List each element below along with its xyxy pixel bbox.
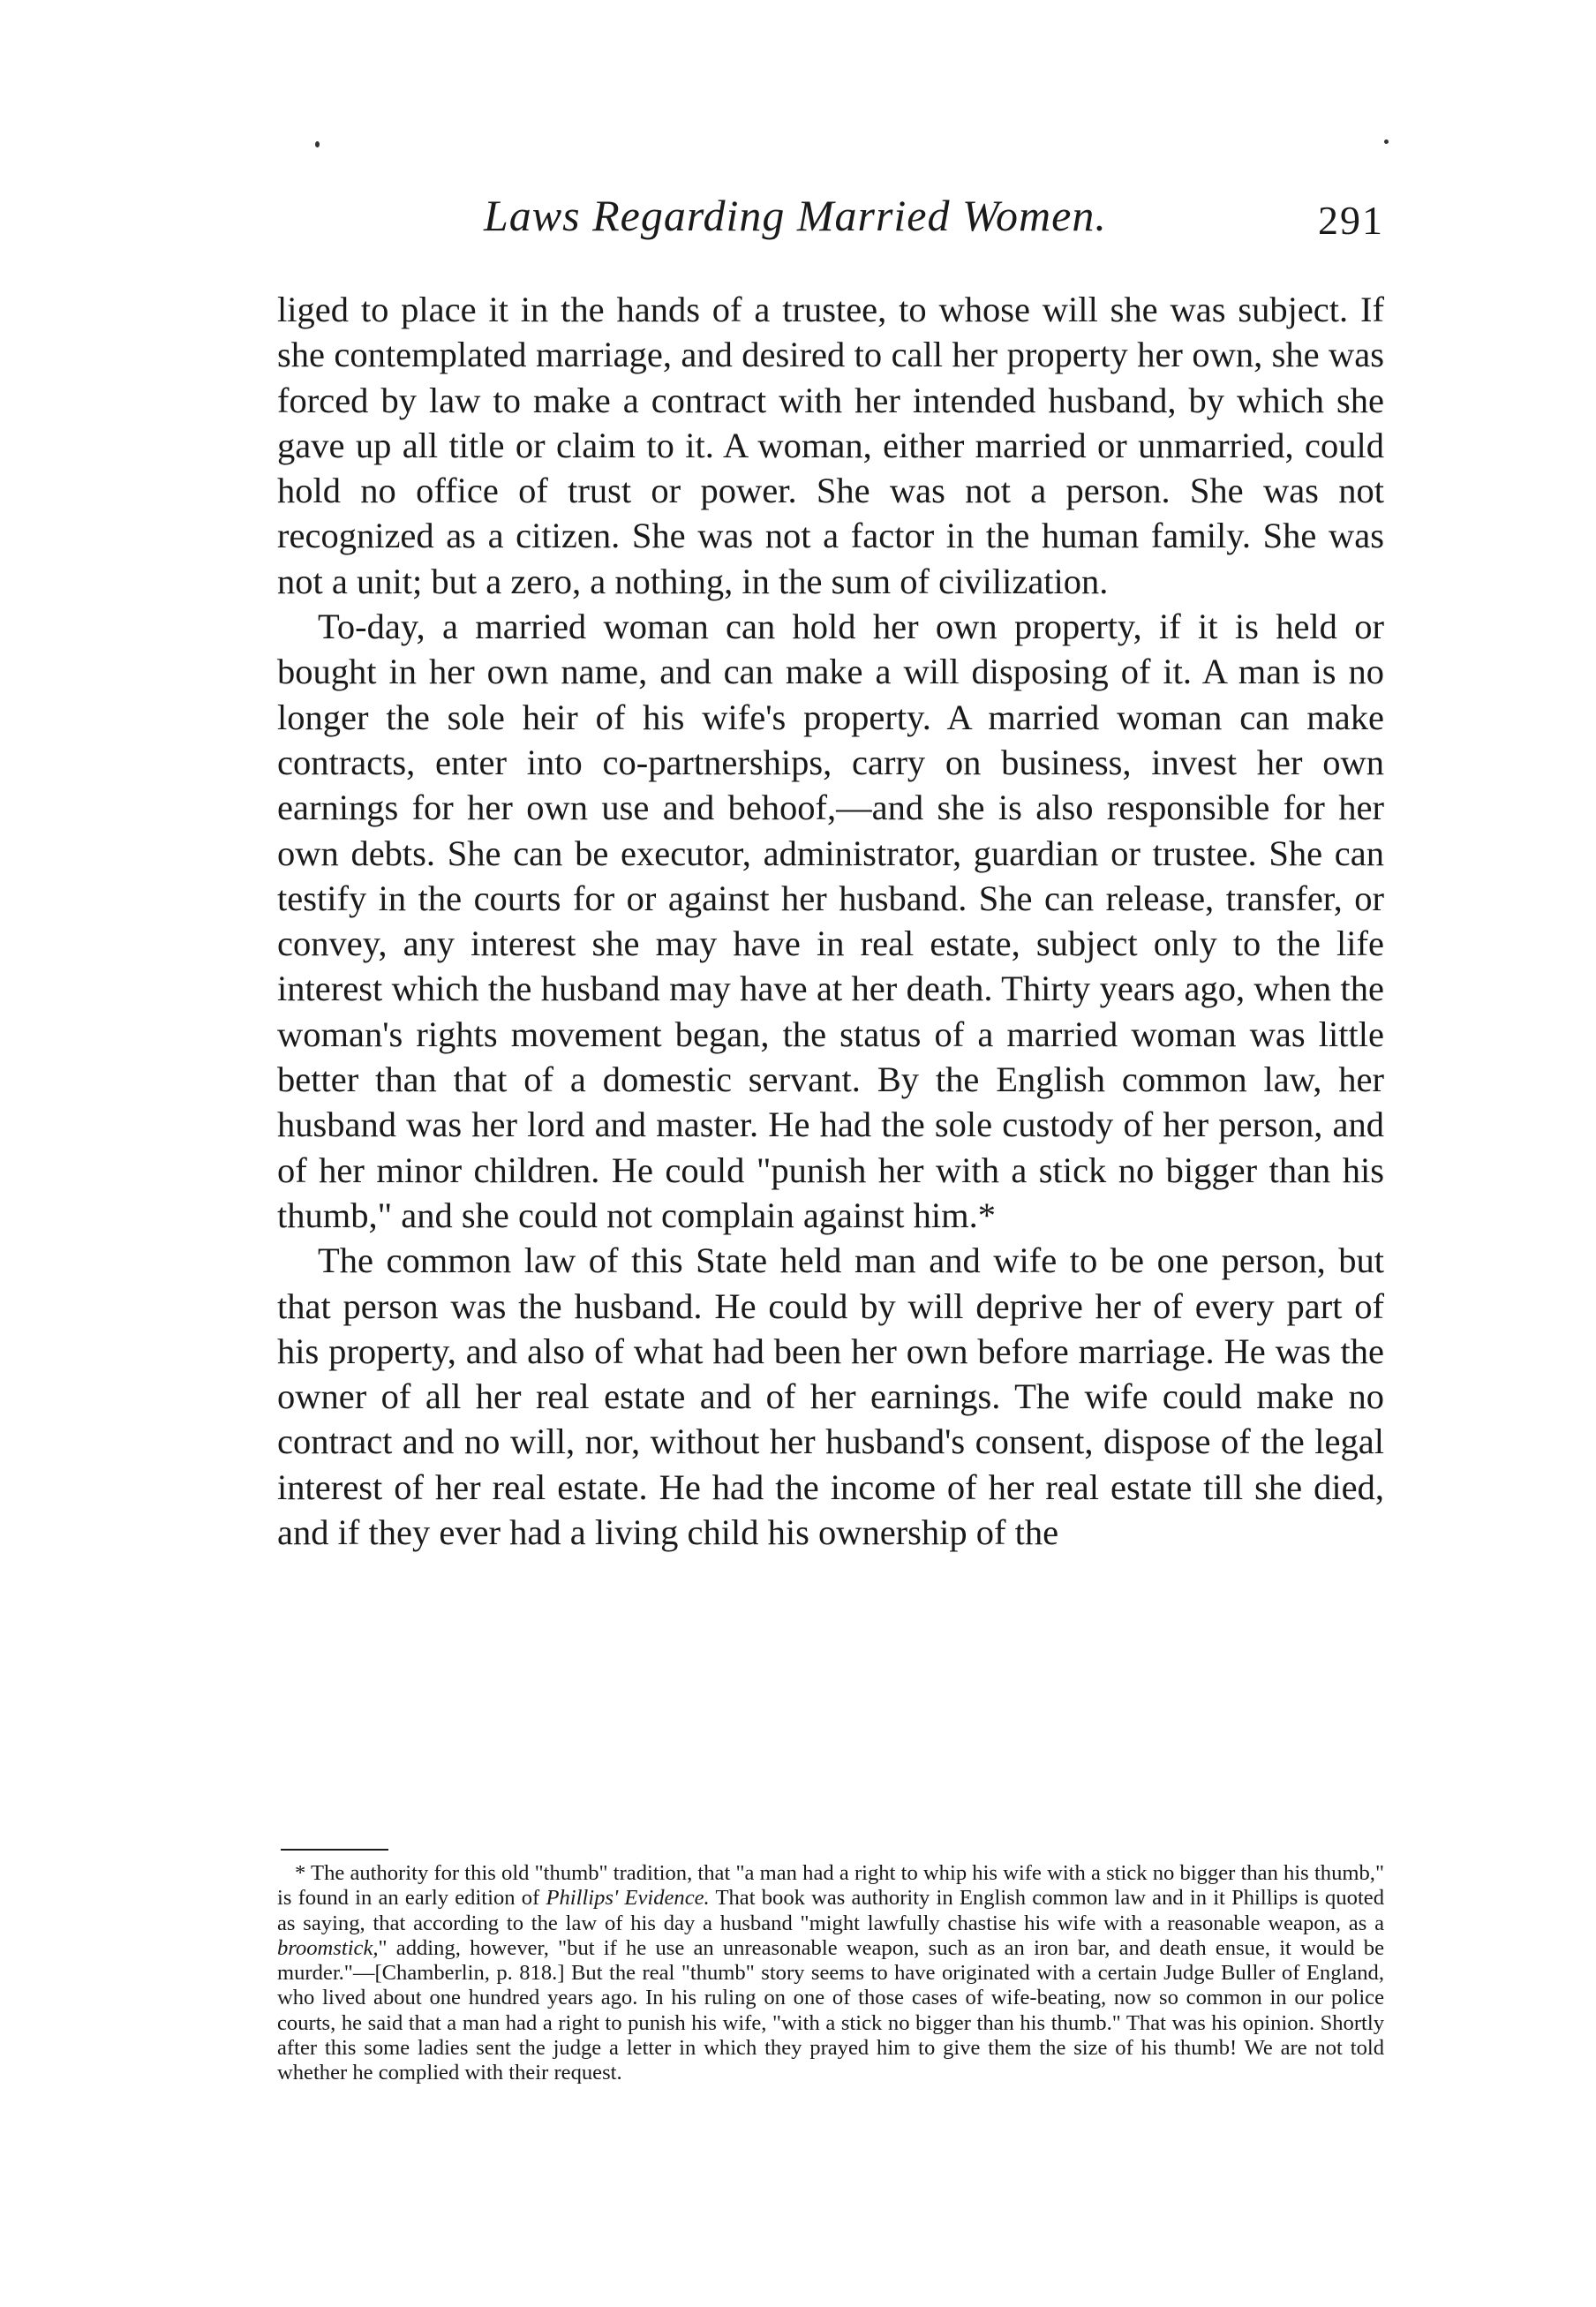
running-header	[484, 190, 1384, 252]
footnote-italic-citation: Phillips' Evidence.	[546, 1886, 710, 1911]
footnote-italic-term: broomstick,	[277, 1935, 379, 1960]
footnote-text-part: That book was authority in English common law and in it Phillips is quoted as saying, that according to the law of his day a husband "might lawfully chastise his wife with a reasonable weapon, as a	[277, 1886, 1384, 1935]
footnote	[277, 1861, 1384, 2086]
paragraph: The common law of this State held man and wife to be one person, but that person was the husband. He could by will deprive her of every part of his property, and also of what had been her own before marriage. He was the owner of all her real estate and of her earnings. The wife could make no contract and no will, nor, without her husband's consent, dispose of the legal interest of her real estate. He had the income of her real estate till she died, and if they ever had a living child his ownership of the	[277, 1240, 1384, 1553]
page-number: 291	[1318, 198, 1384, 243]
print-speck	[1384, 139, 1389, 144]
running-title: Laws Regarding Married Women.	[484, 191, 1107, 240]
footnote-text	[277, 1861, 1384, 2086]
footnote-divider	[281, 1849, 388, 1851]
footnote-text-part: " adding, however, "but if he use an unreasonable weapon, such as an iron bar, and death ensue, it would be murder."—[Chamberlin, p. 818.] But the real "thumb" story seems to have originated with a certain Judge Buller of England, who lived about one hundred years ago. In his ruling on one of those cases of wife-beating, now so common in our police courts, he said that a man had a right to punish his wife, "with a stick no bigger than his thumb." That was his opinion. Shortly after this some ladies sent the judge a letter in which they prayed him to give them the size of his thumb! We are not told whether he complied with their request.	[277, 1935, 1384, 2085]
print-speck	[315, 141, 320, 147]
footnote-text-part: * The authority for this old "thumb" tradition, that "a man had a right to whip his wife with a stick no bigger than his thumb," is found in an early edition of	[277, 1861, 1384, 1911]
paragraph: liged to place it in the hands of a trustee, to whose will she was subject. If she contemplated marriage, and desired to call her property her own, she was forced by law to make a contract with her intended husband, by which she gave up all title or claim to it. A woman, either married or unmarried, could hold no office of trust or power. She was not a person. She was not recognized as a citizen. She was not a factor in the human family. She was not a unit; but a zero, a nothing, in the sum of civilization.	[277, 290, 1384, 601]
paragraph: To-day, a married woman can hold her own property, if it is held or bought in her own name, and can make a will disposing of it. A man is no longer the sole heir of his wife's property. A married woman can make contracts, enter into co-partnerships, carry on business, invest her own earnings for her own use and behoof,—and she is also responsible for her own debts. She can be executor, administrator, guardian or trustee. She can testify in the courts for or against her husband. She can release, transfer, or convey, any interest she may have in real estate, subject only to the life interest which the husband may have at her death. Thirty years ago, when the woman's rights movement began, the status of a married woman was little better than that of a domestic servant. By the English common law, her husband was her lord and master. He had the sole custody of her person, and of her minor children. He could "punish her with a stick no bigger than his thumb," and she could not complain against him.*	[277, 607, 1384, 1235]
body-text	[277, 287, 1384, 1555]
